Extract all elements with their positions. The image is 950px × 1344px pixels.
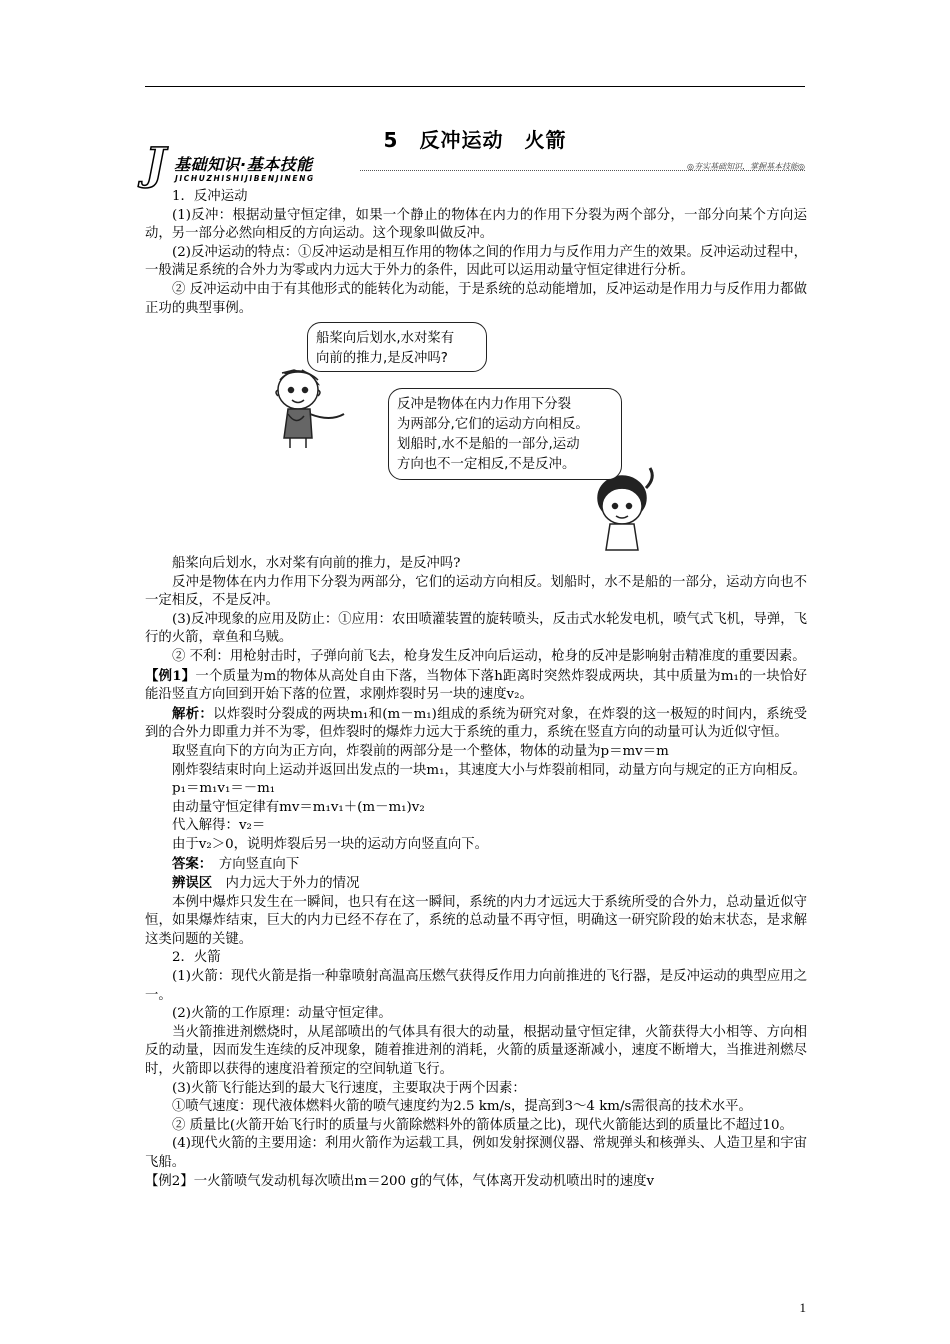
section-1-intro [145, 188, 807, 318]
answer-text: 方向竖直向下 [205, 856, 300, 872]
analysis-label: 解析： [172, 705, 214, 722]
paragraph: 本例中爆炸只发生在一瞬间，也只有在这一瞬间，系统的内力才远远大于系统所受的合外力，总动量近似守恒，如果爆炸结束，巨大的内力已经不存在了，系统的总动量不再守恒，明确这一研究阶段的始末状态，是求解这类问题的关键。 [145, 894, 807, 947]
banner-slogan: ◎夯实基础知识，掌握基本技能◎ [687, 162, 805, 171]
bubble-line: 反冲是物体在内力作用下分裂 [397, 397, 572, 412]
bubble-line: 为两部分,它们的运动方向相反。 [397, 417, 589, 432]
paragraph: 取竖直向下的方向为正方向，炸裂前的两部分是一个整体，物体的动量为p＝mv＝m [172, 743, 669, 759]
analysis [145, 705, 807, 743]
equation: 代入解得：v₂＝ [172, 818, 266, 834]
example-text: 一个质量为m的物体从高处自由下落，当物体下落h距离时突然炸裂成两块，其中质量为m₁的一块恰好能沿竖直方向回到开始下落的位置，求刚炸裂时另一块的速度v₂。 [145, 668, 807, 703]
misconception [145, 874, 807, 894]
paragraph: (2)火箭的工作原理：动量守恒定律。 [172, 1006, 392, 1022]
example-text: 一火箭喷气发动机每次喷出m＝200 g的气体，气体离开发动机喷出时的速度v [193, 1173, 655, 1189]
page-number: 1 [799, 1300, 806, 1315]
main-text [145, 555, 807, 1191]
paragraph: (1)反冲：根据动量守恒定律，如果一个静止的物体在内力的作用下分裂为两个部分，一部分向某个方向运动，另一部分必然向相反的方向运动。这个现象叫做反冲。 [145, 207, 807, 242]
page-title: 5 反冲运动 火箭 [383, 128, 567, 152]
heading-reaction-motion: 1．反冲运动 [172, 189, 248, 204]
equation: p₁＝m₁v₁＝－m₁ [172, 781, 276, 797]
example-1 [145, 667, 807, 705]
misconception-label: 辨误区 [172, 875, 213, 892]
header-rule [145, 86, 805, 87]
paragraph: ② 质量比(火箭开始飞行时的质量与火箭除燃料外的箭体质量之比)，现代火箭能达到的质量比不超过10。 [172, 1117, 793, 1133]
boy-figure-icon [276, 370, 344, 448]
banner-title: 基础知识·基本技能 [174, 155, 313, 174]
equation: 由动量守恒定律有mv＝m₁v₁＋(m－m₁)v₂ [172, 799, 425, 815]
example-label: 【例1】 [145, 667, 196, 684]
speech-bubble-answer [388, 388, 622, 480]
banner-logo-letter: J [145, 139, 166, 190]
example-label: 【例2】 [145, 1173, 194, 1189]
example-2 [145, 1173, 807, 1192]
bubble-line: 方向也不一定相反,不是反冲。 [397, 457, 576, 472]
paragraph: (1)火箭：现代火箭是指一种靠喷射高温高压燃气获得反作用力向前推进的飞行器，是反冲运动的典型应用之一。 [145, 969, 807, 1003]
paragraph: (4)现代火箭的主要用途：利用火箭作为运载工具，例如发射探测仪器、常规弹头和核弹头、人造卫星和宇宙飞船。 [145, 1136, 807, 1170]
bubble-line: 向前的推力,是反冲吗? [316, 351, 448, 366]
banner-subtitle: JICHUZHISHIJIBENJINENG [175, 174, 315, 183]
paragraph: (3)火箭飞行能达到的最大飞行速度，主要取决于两个因素： [172, 1080, 526, 1096]
paragraph: ①喷气速度：现代液体燃料火箭的喷气速度约为2.5 km/s，提高到3～4 km/s需很高的技术水平。 [172, 1099, 752, 1115]
analysis-text: 以炸裂时分裂成的两块m₁和(m－m₁)组成的系统为研究对象，在炸裂的这一极短的时间内，系统受到的合外力即重力并不为零，但炸裂时的爆炸力远大于系统的重力，系统在竖直方向的动量可认为近似守恒。 [145, 706, 807, 741]
heading-rocket: 2．火箭 [172, 950, 221, 966]
equation: 由于v₂＞0，说明炸裂后另一块的运动方向竖直向下。 [172, 836, 489, 852]
misconception-text: 内力远大于外力的情况 [212, 876, 360, 892]
paragraph: 船桨向后划水，水对桨有向前的推力，是反冲吗? [172, 556, 461, 571]
bubble-line: 船桨向后划水,水对桨有 [316, 331, 455, 346]
paragraph: (3)反冲现象的应用及防止：①应用：农田喷灌装置的旋转喷头，反击式水轮发电机，喷气式飞机，导弹，飞行的火箭，章鱼和乌贼。 [145, 611, 807, 646]
paragraph: ② 不利：用枪射击时，子弹向前飞去，枪身发生反冲向后运动，枪身的反冲是影响射击精准度的重要因素。 [172, 648, 806, 664]
paragraph: 反冲是物体在内力作用下分裂为两部分，它们的运动方向相反。划船时，水不是船的一部分，运动方向也不一定相反，不是反冲。 [145, 574, 807, 609]
paragraph: (2)反冲运动的特点：①反冲运动是相互作用的物体之间的作用力与反作用力产生的效果。反冲运动过程中，一般满足系统的合外力为零或内力远大于外力的条件，因此可以运用动量守恒定律进行分析。 [145, 244, 807, 279]
paragraph: 刚炸裂结束时向上运动并返回出发点的一块m₁，其速度大小与炸裂前相同，动量方向与规定的正方向相反。 [172, 762, 807, 778]
answer-label: 答案： [172, 855, 206, 872]
speech-bubble-question [307, 322, 487, 372]
paragraph: 当火箭推进剂燃烧时，从尾部喷出的气体具有很大的动量，根据动量守恒定律，火箭获得大小相等、方向相反的动量，因而发生连续的反冲现象，随着推进剂的消耗，火箭的质量逐渐减小，速度不断增大，当推进剂燃尽时，火箭即以获得的速度沿着预定的空间轨道飞行。 [145, 1024, 807, 1078]
paragraph: ② 反冲运动中由于有其他形式的能转化为动能，于是系统的总动能增加，反冲运动是作用力与反作用力都做正功的典型事例。 [145, 281, 807, 316]
girl-figure-icon [598, 468, 652, 550]
answer [145, 855, 807, 875]
bubble-line: 划船时,水不是船的一部分,运动 [397, 437, 580, 452]
